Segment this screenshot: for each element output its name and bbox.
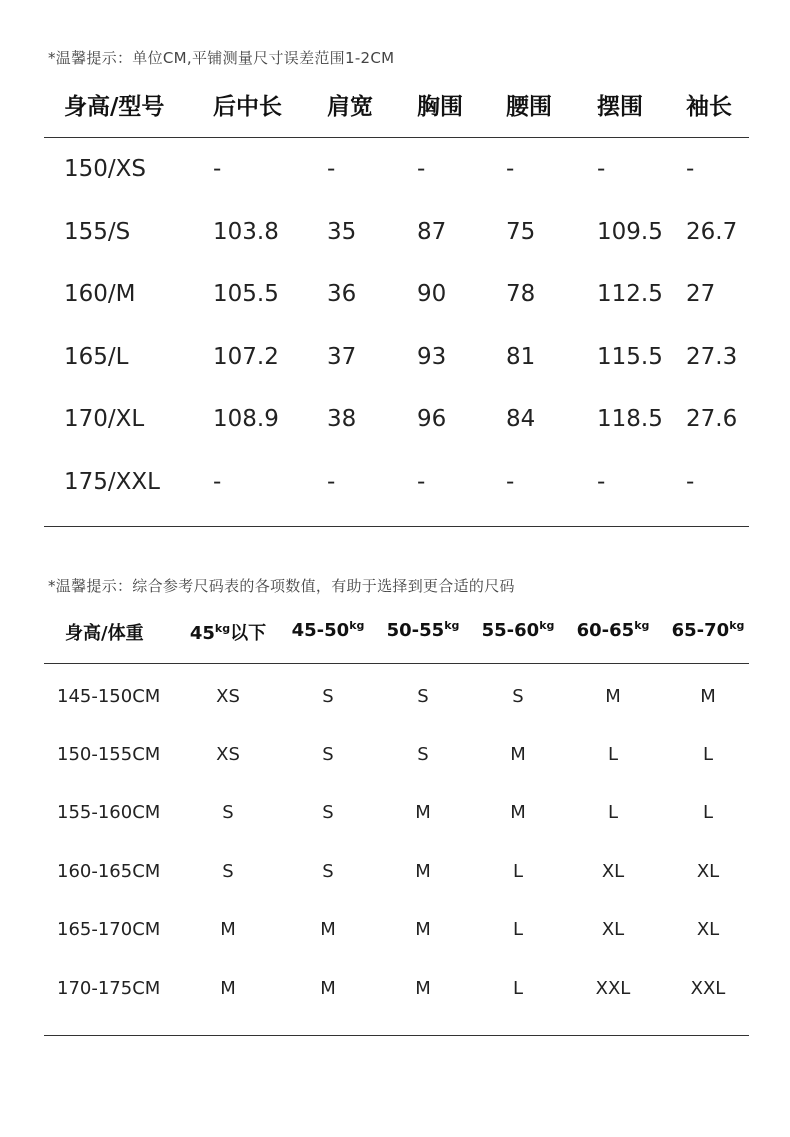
measurement-value-cell: -: [686, 156, 695, 182]
weight-range-value: 55-60: [481, 620, 540, 641]
measurement-value-cell: 93: [417, 344, 447, 370]
weight-range-value: 50-55: [386, 620, 445, 641]
measurement-value-cell: 103.8: [213, 219, 279, 245]
recommended-size-cell: S: [322, 802, 334, 823]
measurement-value-cell: 108.9: [213, 406, 279, 432]
measurement-value-cell: -: [686, 469, 695, 495]
weight-range-value: 45-50: [291, 620, 350, 641]
measurement-header-cell: 肩宽: [327, 94, 373, 120]
size-label-cell: 150/XS: [64, 156, 147, 182]
measurement-value-cell: 27.3: [686, 344, 738, 370]
measurement-value-cell: 87: [417, 219, 447, 245]
height-range-cell: 145-150CM: [57, 686, 161, 707]
measurement-value-cell: -: [213, 156, 222, 182]
measurement-value-cell: 96: [417, 406, 447, 432]
weight-range-header: [565, 619, 661, 641]
measurement-value-cell: 78: [506, 281, 536, 307]
recommended-size-cell: S: [222, 802, 234, 823]
size-guide-row: [0, 686, 790, 716]
measurement-value-cell: 118.5: [597, 406, 663, 432]
size-label-cell: 170/XL: [64, 406, 145, 432]
recommended-size-cell: M: [605, 686, 621, 707]
measurement-bottom-divider: [44, 526, 749, 527]
size-guide-row: [0, 919, 790, 949]
measurement-value-cell: 38: [327, 406, 357, 432]
size-guide-row: [0, 978, 790, 1008]
measurement-header-cell: 摆围: [597, 94, 643, 120]
measurement-header-cell: 袖长: [686, 94, 732, 120]
kg-unit: kg: [214, 622, 231, 635]
measurement-value-cell: -: [506, 156, 515, 182]
measurement-value-cell: 75: [506, 219, 536, 245]
size-guide-row: [0, 802, 790, 832]
measurement-header-cell: 腰围: [506, 94, 552, 120]
measurement-value-cell: 36: [327, 281, 357, 307]
measurement-value-cell: -: [417, 469, 426, 495]
measurement-value-cell: 115.5: [597, 344, 663, 370]
size-guide-header-divider: [44, 663, 749, 664]
measurement-header-cell: 胸围: [417, 94, 463, 120]
measurement-note: *温馨提示：单位CM,平铺测量尺寸误差范围1-2CM: [48, 49, 395, 67]
recommended-size-cell: M: [220, 919, 236, 940]
recommended-size-cell: M: [415, 919, 431, 940]
size-label-cell: 165/L: [64, 344, 129, 370]
weight-range-header: [180, 619, 276, 645]
measurement-value-cell: 26.7: [686, 219, 738, 245]
measurement-header-cell: 后中长: [213, 94, 282, 120]
weight-range-value: 身高/体重: [65, 623, 144, 644]
recommended-size-cell: XL: [696, 919, 720, 940]
recommended-size-cell: S: [322, 686, 334, 707]
kg-unit: kg: [349, 619, 365, 632]
measurement-value-cell: -: [327, 469, 336, 495]
recommended-size-cell: S: [222, 861, 234, 882]
recommended-size-cell: L: [512, 978, 524, 999]
measurement-value-cell: 112.5: [597, 281, 663, 307]
recommended-size-cell: M: [415, 978, 431, 999]
recommended-size-cell: S: [417, 686, 429, 707]
measurement-value-cell: 84: [506, 406, 536, 432]
measurement-row: [0, 406, 790, 446]
recommended-size-cell: XXL: [595, 978, 631, 999]
measurement-value-cell: -: [327, 156, 336, 182]
measurement-row: [0, 344, 790, 384]
weight-range-value: 45: [189, 623, 215, 644]
height-weight-header: [65, 619, 144, 645]
recommended-size-cell: L: [702, 744, 714, 765]
measurement-value-cell: 81: [506, 344, 536, 370]
size-guide-row: [0, 744, 790, 774]
measurement-row: [0, 156, 790, 196]
recommended-size-cell: M: [415, 802, 431, 823]
measurement-value-cell: -: [597, 469, 606, 495]
measurement-value-cell: 105.5: [213, 281, 279, 307]
measurement-value-cell: -: [417, 156, 426, 182]
recommended-size-cell: M: [220, 978, 236, 999]
size-label-cell: 155/S: [64, 219, 131, 245]
size-guide-note: *温馨提示：综合参考尺码表的各项数值，有助于选择到更合适的尺码: [48, 577, 515, 595]
kg-unit: kg: [444, 619, 460, 632]
size-guide-header-row: [0, 619, 790, 649]
kg-unit: kg: [634, 619, 650, 632]
recommended-size-cell: XS: [216, 686, 240, 707]
weight-range-suffix: 以下: [230, 623, 267, 644]
size-guide-row: [0, 861, 790, 891]
height-range-cell: 150-155CM: [57, 744, 161, 765]
recommended-size-cell: S: [512, 686, 524, 707]
weight-range-value: 65-70: [671, 620, 730, 641]
recommended-size-cell: XL: [696, 861, 720, 882]
measurement-value-cell: 35: [327, 219, 357, 245]
recommended-size-cell: M: [415, 861, 431, 882]
recommended-size-cell: M: [320, 919, 336, 940]
measurement-value-cell: -: [597, 156, 606, 182]
size-label-cell: 160/M: [64, 281, 136, 307]
height-range-cell: 160-165CM: [57, 861, 161, 882]
weight-range-header: [375, 619, 471, 641]
weight-range-header: [280, 619, 376, 641]
weight-range-value: 60-65: [576, 620, 635, 641]
measurement-row: [0, 281, 790, 321]
recommended-size-cell: S: [417, 744, 429, 765]
recommended-size-cell: L: [607, 744, 619, 765]
measurement-value-cell: 27.6: [686, 406, 738, 432]
measurement-row: [0, 219, 790, 259]
kg-unit: kg: [729, 619, 745, 632]
size-guide-bottom-divider: [44, 1035, 749, 1036]
measurement-header-row: [0, 88, 790, 128]
recommended-size-cell: L: [512, 861, 524, 882]
recommended-size-cell: S: [322, 744, 334, 765]
recommended-size-cell: M: [510, 744, 526, 765]
height-range-cell: 170-175CM: [57, 978, 161, 999]
weight-range-header: [470, 619, 566, 641]
recommended-size-cell: XL: [601, 861, 625, 882]
recommended-size-cell: M: [320, 978, 336, 999]
recommended-size-cell: L: [607, 802, 619, 823]
recommended-size-cell: S: [322, 861, 334, 882]
height-range-cell: 155-160CM: [57, 802, 161, 823]
weight-range-header: [660, 619, 756, 641]
measurement-value-cell: 90: [417, 281, 447, 307]
recommended-size-cell: XL: [601, 919, 625, 940]
size-label-cell: 175/XXL: [64, 469, 160, 495]
recommended-size-cell: M: [510, 802, 526, 823]
measurement-value-cell: 37: [327, 344, 357, 370]
kg-unit: kg: [539, 619, 555, 632]
height-range-cell: 165-170CM: [57, 919, 161, 940]
measurement-header-cell: 身高/型号: [64, 94, 165, 120]
recommended-size-cell: M: [700, 686, 716, 707]
measurement-header-divider: [44, 137, 749, 138]
recommended-size-cell: L: [702, 802, 714, 823]
recommended-size-cell: XXL: [690, 978, 726, 999]
measurement-row: [0, 469, 790, 509]
measurement-value-cell: -: [506, 469, 515, 495]
measurement-value-cell: 107.2: [213, 344, 279, 370]
measurement-value-cell: -: [213, 469, 222, 495]
measurement-value-cell: 27: [686, 281, 716, 307]
recommended-size-cell: XS: [216, 744, 240, 765]
measurement-value-cell: 109.5: [597, 219, 663, 245]
recommended-size-cell: L: [512, 919, 524, 940]
